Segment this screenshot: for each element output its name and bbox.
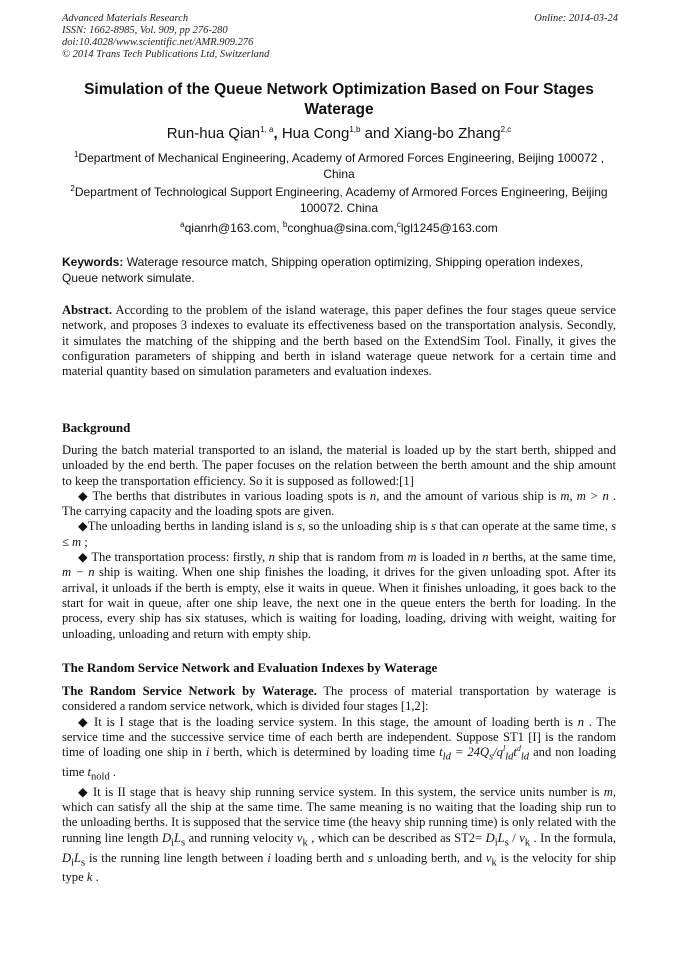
text-run: is loaded in <box>416 550 483 565</box>
email-sup: c <box>396 220 401 229</box>
text-run: . The service time and the successive service time of each berth are independent. Suppose ST1 [I] is the random time of loading one ship in <box>62 714 616 760</box>
math-var: m <box>560 488 570 503</box>
author-emails <box>62 220 616 236</box>
math-var: t <box>439 745 443 760</box>
author-name: Run-hua Qian <box>166 125 261 142</box>
math-sub: i <box>494 837 498 849</box>
math-sub: i <box>71 857 75 869</box>
math-var: D <box>62 850 72 865</box>
text-run: ◆ The berths that distributes in various loading spots is <box>78 488 370 503</box>
keywords <box>62 254 616 286</box>
math-sub: nold <box>91 771 110 783</box>
math-expr: s ≤ m <box>62 519 616 549</box>
text-run: berth, which is determined by loading time <box>209 745 440 760</box>
text-run: ◆ The transportation process: firstly, <box>78 550 269 565</box>
affiliation-2 <box>62 184 616 216</box>
text-run: ◆ It is II stage that is heavy ship running service system. In this system, the service units number is <box>78 784 604 799</box>
math-var: D <box>161 830 172 845</box>
journal-name: Advanced Materials Research <box>62 13 189 24</box>
aff-number: 1 <box>73 150 79 159</box>
math-sub: ld <box>520 751 530 763</box>
email-link[interactable]: qianrh@163.com, <box>184 221 283 235</box>
text-run: ; <box>81 534 88 549</box>
math-sub: s <box>489 751 494 763</box>
aff-number: 2 <box>70 184 75 193</box>
math-var: v <box>485 850 492 865</box>
math-var: m <box>603 784 613 799</box>
math-var: v <box>296 830 303 845</box>
author-separator: , <box>273 125 282 142</box>
paragraph: During the batch material transported to an island, the material is loaded up by the start berth, shipped and unloaded by the end berth. The paper focuses on the relation between the berth amount and the ship amount to keep the transportation efficiency. So it is supposed as followed:[1] <box>62 443 616 488</box>
math-expr: m − n <box>62 565 95 580</box>
math-sup: d <box>516 744 521 753</box>
text-run: that can operate at the same time, <box>435 519 612 534</box>
text-run: , so the unloading ship is <box>302 519 431 534</box>
math-var: n <box>369 488 377 503</box>
email-link[interactable]: lgl1245@163.com <box>400 221 498 235</box>
math-var: v <box>519 830 525 845</box>
math-var: s <box>297 519 303 534</box>
bullet-item <box>62 489 616 520</box>
aff-text: Department of Mechanical Engineering, Academy of Armored Forces Engineering, Beijing 100072 , China <box>78 151 605 181</box>
math-var: n <box>577 714 585 729</box>
bullet-item <box>62 519 616 550</box>
math-sub: k <box>491 857 497 869</box>
text-run: , <box>569 488 577 503</box>
author-list <box>62 124 616 144</box>
math-sub: s <box>81 857 86 869</box>
math-var: t <box>87 765 92 779</box>
section-heading-random-network: The Random Service Network and Evaluation Indexes by Waterage <box>62 660 438 675</box>
text-run: ship that is random from <box>274 550 408 565</box>
math-var: m <box>407 550 417 565</box>
text-run: ◆The unloading berths in landing island is <box>78 519 298 534</box>
text-run: is the velocity for ship type <box>62 850 616 885</box>
math-sub: s <box>181 837 186 849</box>
email-sup: b <box>282 220 288 229</box>
text-run: . The carrying capacity and the loading spots are given. <box>62 488 616 519</box>
bullet-item <box>62 715 616 785</box>
author-sup: 1, a <box>260 125 274 134</box>
section-heading-background: Background <box>62 420 131 435</box>
email-link[interactable]: conghua@sina.com, <box>287 221 397 235</box>
keywords-text: Waterage resource match, Shipping operation optimizing, Shipping operation indexes, Queue network simulate. <box>62 255 584 285</box>
text-run: , and the amount of various ship is <box>376 488 561 503</box>
text-run: ship is waiting. When one ship finishes the loading, it drives for the given unloading spot. After its arrival, it unloads if the berth is empty, else it waits in queue. When it finishes unloading, it goes back to the start for wait in queue, after one ship leave, the next one in the queue enters the berth for loading. In the process, every ship has six statuses, which is waiting for loading, loading, driving with weight, waiting for unloading, unloading and return with empty ship. <box>62 565 616 641</box>
bullet-item <box>62 785 616 886</box>
author-sup: 2,c <box>500 125 512 134</box>
math-sub: i <box>171 837 174 849</box>
copyright: © 2014 Trans Tech Publications Ltd, Switzerland <box>62 49 270 60</box>
math-var: = 24Q <box>450 745 490 760</box>
math-var: n <box>268 550 275 565</box>
paper-title: Simulation of the Queue Network Optimization Based on Four Stages Waterage <box>84 81 594 118</box>
math-var: i <box>205 745 210 760</box>
author-name: Xiang-bo Zhang <box>393 125 501 142</box>
math-sub: k <box>524 837 531 849</box>
text-run: . <box>92 870 99 885</box>
text-run: is the running line length between <box>85 850 268 865</box>
text-run: berths, at the same time, <box>488 550 616 565</box>
text-run: , which can be described as ST2= <box>307 830 486 845</box>
text-run: loading berth and <box>270 850 369 865</box>
affiliation-1 <box>62 150 616 182</box>
abstract <box>62 303 616 379</box>
loading-time-formula <box>439 744 530 763</box>
math-var: D <box>485 830 495 845</box>
issn: ISSN: 1662-8985, Vol. 909, pp 276-280 <box>62 25 228 36</box>
text-run: and non loading time <box>62 745 617 779</box>
math-expr: m > n <box>576 488 609 503</box>
online-date: Online: 2014-03-24 <box>534 13 618 24</box>
abstract-label: Abstract. <box>62 303 113 317</box>
math-sub: s <box>504 837 509 849</box>
math-sup: l <box>502 744 506 753</box>
email-sup: a <box>180 220 185 229</box>
text-run: . <box>109 765 117 779</box>
text-run: unloading berth, and <box>372 850 486 865</box>
math-var: L <box>74 850 82 865</box>
author-separator: and <box>360 125 394 142</box>
background-section <box>62 443 616 642</box>
math-var: / <box>508 830 520 845</box>
math-sub: ld <box>442 751 451 763</box>
author-name: Hua Cong <box>281 125 350 142</box>
math-var: L <box>497 830 505 845</box>
paragraph <box>62 684 616 715</box>
math-var: s <box>431 519 436 534</box>
bullet-item <box>62 550 616 642</box>
abstract-text: According to the problem of the island waterage, this paper defines the four stages queue service network, and proposes 3 indexes to evaluate its effectiveness based on the transportation analysis. Secondly, it simulates the matching of the shipping and the berth based on the ExtendSim Tool. Finally, it gives the configuration parameters of shipping and berth in island waterage queue network for a certain time and material quantity based on simulation parameters and evaluation indexes. <box>62 303 616 379</box>
math-var: n <box>482 550 489 565</box>
math-var: s <box>368 850 373 865</box>
text-run: ◆ It is I stage that is the loading service system. In this stage, the amount of loading berth is <box>78 714 578 729</box>
math-var: L <box>173 830 181 845</box>
text-run: and running velocity <box>185 830 297 845</box>
math-var: k <box>86 870 93 885</box>
author-sup: 1,b <box>349 125 361 134</box>
math-var: i <box>267 850 271 865</box>
aff-text: Department of Technological Support Engineering, Academy of Armored Forces Engineering, Beijing 100072. China <box>74 185 608 215</box>
keywords-label: Keywords: <box>62 255 124 269</box>
math-var: t <box>513 745 517 760</box>
text-run: . In the formula, <box>530 830 616 845</box>
math-sub: ld <box>505 751 514 763</box>
math-sub: k <box>302 837 308 849</box>
journal-header <box>62 13 618 61</box>
text-run: , which can satisfy all the ship at the same time. The same meaning is no waiting that the loading ship run to the unloading berths. It is supposed that the service time (the heavy ship running time) is only related with the running line length <box>62 784 617 845</box>
math-var: /q <box>493 745 503 760</box>
text-run: The process of material transportation by waterage is considered a random service network, which is divided four stages [1,2]: <box>62 684 616 714</box>
doi: doi:10.4028/www.scientific.net/AMR.909.276 <box>62 37 254 48</box>
random-network-section <box>62 684 616 886</box>
subsection-label: The Random Service Network by Waterage. <box>62 684 317 698</box>
